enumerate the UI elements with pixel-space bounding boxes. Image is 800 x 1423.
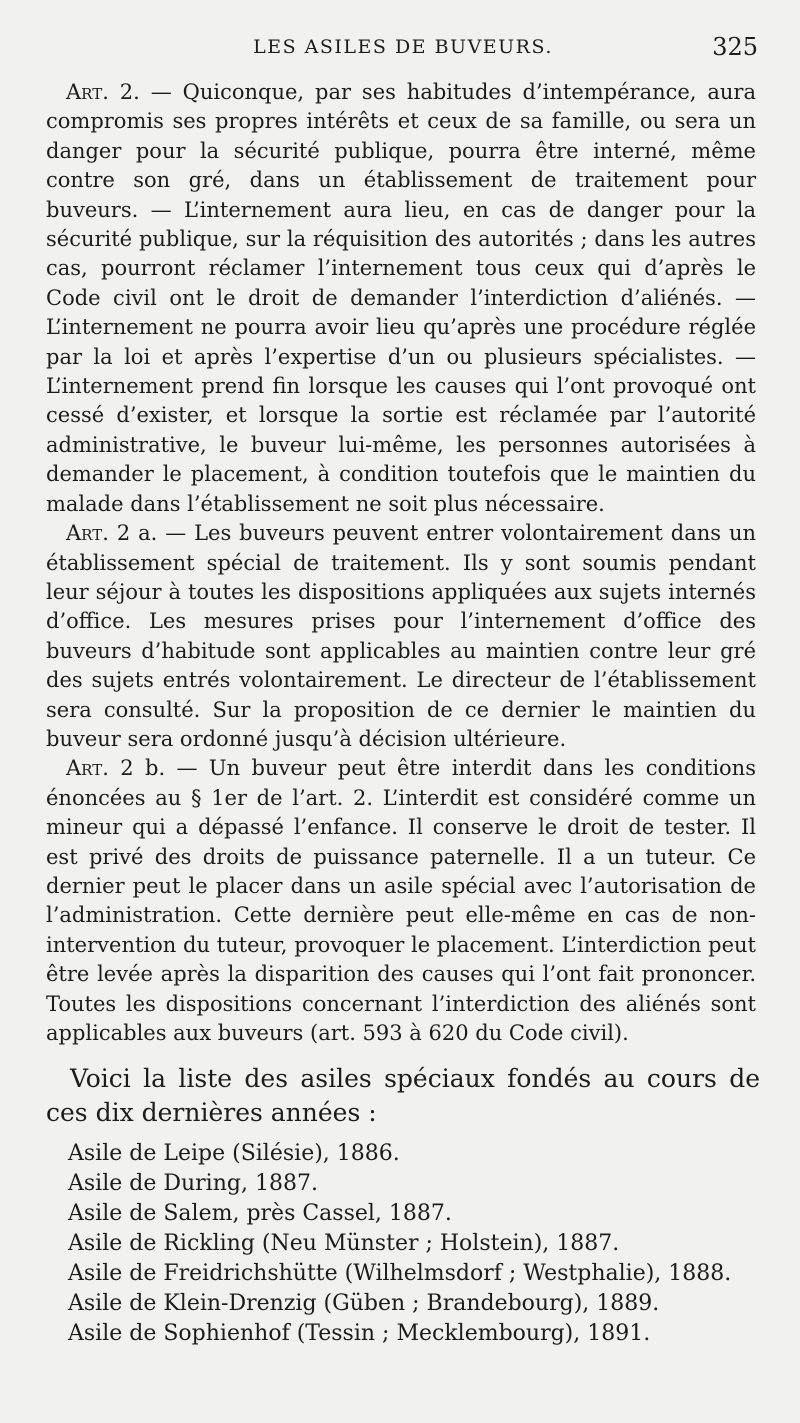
- running-title: LES ASILES DE BUVEURS.: [253, 36, 553, 58]
- article-label: Art.: [66, 80, 109, 104]
- article-2a: [46, 519, 756, 754]
- article-number: 2 a.: [116, 521, 158, 546]
- page-header: [48, 33, 758, 66]
- article-2b: [46, 754, 756, 1048]
- article-text: — Quiconque, par ses habitudes d’intempérance, aura compromis ses propres intérêts et ceux de sa famille, ou sera un danger pour la sécurité publique, pourra être interné, même contre son gré, dans un établissement de traitement pour buveurs. — L’internement aura lieu, en cas de danger pour la sécurité publique, sur la réquisition des autorités ; dans les autres cas, pourront réclamer l’internement tous ceux qui d’après le Code civil ont le droit de demander l’interdiction d’aliénés. — L’internement ne pourra avoir lieu qu’après une procédure réglée par la loi et après l’expertise d’un ou plusieurs spécialistes. — L’internement prend fin lorsque les causes qui l’ont provoqué ont cessé d’exister, et lorsque la sortie est réclamée par l’autorité administrative, le buveur lui-même, les personnes autorisées à demander le placement, à condition toutefois que le maintien du malade dans l’établissement ne soit plus nécessaire.: [46, 80, 756, 516]
- list-item: Asile de Leipe (Silésie), 1886.: [68, 1141, 400, 1166]
- page-number: 325: [712, 33, 758, 61]
- article-label: Art.: [66, 521, 109, 546]
- list-item: Asile de During, 1887.: [68, 1171, 318, 1196]
- list-item: Asile de Rickling (Neu Münster ; Holstein), 1887.: [68, 1231, 620, 1256]
- article-text: — Un buveur peut être interdit dans les conditions énoncées au § 1er de l’art. 2. L’interdit est considéré comme un mineur qui a dépassé l’enfance. Il conserve le droit de tester. Il est privé des droits de puissance paternelle. Il a un tuteur. Ce dernier peut le placer dans un asile spécial avec l’autorisation de l’administration. Cette dernière peut elle-même en cas de non-intervention du tuteur, provoquer le placement. L’interdiction peut être levée après la disparition des causes qui l’ont fait prononcer. Toutes les dispositions concernant l’interdiction des aliénés sont applicables aux buveurs (art. 593 à 620 du Code civil).: [46, 756, 756, 1045]
- asylum-list: [68, 1139, 731, 1349]
- article-number: 2 b.: [120, 756, 166, 781]
- list-item: Asile de Salem, près Cassel, 1887.: [68, 1201, 452, 1226]
- list-item: Asile de Sophienhof (Tessin ; Mecklembourg), 1891.: [68, 1321, 651, 1346]
- list-intro: Voici la liste des asiles spéciaux fondés au cours de ces dix dernières années :: [46, 1064, 760, 1127]
- article-number: 2.: [119, 80, 140, 104]
- article-2: [46, 78, 756, 519]
- article-label: Art.: [66, 756, 109, 781]
- article-section: [46, 78, 756, 1048]
- article-text: — Les buveurs peuvent entrer volontairement dans un établissement spécial de traitement. Ils y sont soumis pendant leur séjour à toutes les dispositions appliquées aux sujets internés d’office. Les mesures prises pour l’internement d’office des buveurs d’habitude sont applicables au maintien contre leur gré des sujets entrés volontairement. Le directeur de l’établissement sera consulté. Sur la proposition de ce dernier le maintien du buveur sera ordonné jusqu’à décision ultérieure.: [46, 521, 756, 751]
- list-item: Asile de Klein-Drenzig (Güben ; Brandebourg), 1889.: [68, 1291, 660, 1316]
- list-item: Asile de Freidrichshütte (Wilhelmsdorf ; Westphalie), 1888.: [68, 1261, 732, 1286]
